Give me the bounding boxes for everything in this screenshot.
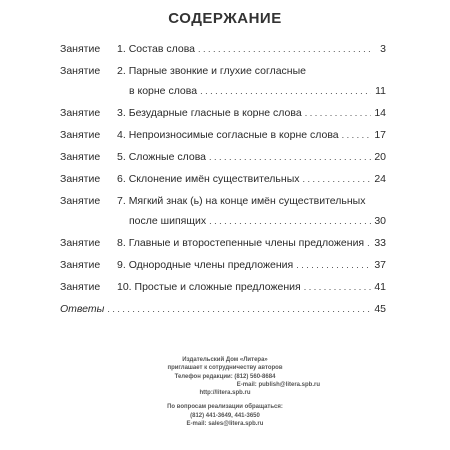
publisher-site: http://litera.spb.ru [199, 390, 251, 397]
toc-lesson-label: Занятие [60, 237, 101, 249]
toc-entry [60, 62, 386, 100]
publisher-footer [130, 356, 320, 428]
toc-lesson-label: Занятие [60, 173, 101, 185]
dot-leader [209, 148, 371, 166]
toc-title-continuation: после шипящих [129, 215, 207, 227]
toc-lesson-label: Занятие [60, 151, 101, 163]
toc-page-number: 20 [374, 151, 386, 163]
toc-page-number: 17 [374, 129, 386, 141]
toc-title: Главные и второстепенные члены предложения [128, 237, 365, 249]
dot-leader [305, 104, 371, 122]
toc-number: 5. [117, 151, 126, 163]
toc-page-number: 24 [374, 173, 386, 185]
toc-number: 8. [117, 237, 126, 249]
publisher-phone: Телефон редакции: (812) 560-8684 [174, 373, 276, 380]
toc-number: 7. [117, 195, 126, 207]
dot-leader [303, 170, 371, 188]
toc-page-number: 14 [374, 107, 386, 119]
toc-title: Простые и сложные предложения [134, 281, 301, 293]
toc-entry [60, 148, 386, 166]
toc-entry [60, 126, 386, 144]
toc-number: 10. [117, 281, 132, 293]
toc-page-number: 41 [374, 281, 386, 293]
dot-leader [107, 300, 371, 318]
toc-number: 1. [117, 43, 126, 55]
toc-number: 9. [117, 259, 126, 271]
toc-entry [60, 256, 386, 274]
toc-title: Безударные гласные в корне слова [128, 107, 302, 119]
dot-leader [342, 126, 371, 144]
sales-contact-heading: По вопросам реализации обращаться: [167, 404, 283, 411]
toc-page-number: 37 [374, 259, 386, 271]
page-title: СОДЕРЖАНИЕ [168, 10, 282, 27]
toc-page-number: 11 [375, 85, 386, 97]
toc-number: 6. [117, 173, 126, 185]
dot-leader [304, 278, 371, 296]
toc-page-number: 33 [374, 237, 386, 249]
toc-lesson-label: Занятие [60, 129, 101, 141]
publisher-name: Издательский Дом «Литера» [182, 357, 268, 363]
toc-number: 2. [117, 65, 126, 77]
toc-title: Склонение имён существительных [128, 173, 300, 185]
toc-title: Сложные слова [128, 151, 206, 163]
toc-title: Парные звонкие и глухие согласные [128, 65, 306, 77]
toc-title: Непроизносимые согласные в корне слова [128, 129, 339, 141]
toc-page-number: 30 [374, 215, 386, 227]
toc-number: 4. [117, 129, 126, 141]
toc-entry [60, 278, 386, 296]
toc-number: 3. [117, 107, 126, 119]
publisher-email: E-mail: publish@litera.spb.ru [236, 381, 320, 388]
dot-leader [367, 234, 371, 252]
dot-leader [198, 40, 371, 58]
toc-entry [60, 234, 386, 252]
toc-lesson-label: Занятие [60, 281, 101, 293]
dot-leader [296, 256, 371, 274]
table-of-contents [60, 40, 386, 318]
toc-page-number: 45 [374, 303, 386, 315]
toc-lesson-label: Занятие [60, 259, 101, 271]
toc-lesson-label: Занятие [60, 195, 101, 207]
toc-entry [60, 40, 386, 58]
toc-answers-label: Ответы [60, 303, 105, 315]
dot-leader [200, 82, 371, 100]
toc-entry [60, 104, 386, 122]
toc-title: Мягкий знак (ь) на конце имён существительных [128, 195, 366, 207]
toc-entry-answers [60, 300, 386, 318]
sales-email: E-mail: sales@litera.spb.ru [186, 421, 264, 428]
toc-lesson-label: Занятие [60, 65, 101, 77]
toc-title: Состав слова [128, 43, 196, 55]
toc-lesson-label: Занятие [60, 107, 101, 119]
sales-phone: (812) 441-3649, 441-3650 [190, 412, 260, 419]
dot-leader [209, 212, 371, 230]
toc-title: Однородные члены предложения [128, 259, 294, 271]
toc-page-number: 3 [380, 43, 386, 55]
toc-title-continuation: в корне слова [129, 85, 198, 97]
publisher-invite: приглашает к сотрудничеству авторов [167, 365, 283, 372]
toc-lesson-label: Занятие [60, 43, 101, 55]
toc-entry [60, 192, 386, 230]
toc-entry [60, 170, 386, 188]
